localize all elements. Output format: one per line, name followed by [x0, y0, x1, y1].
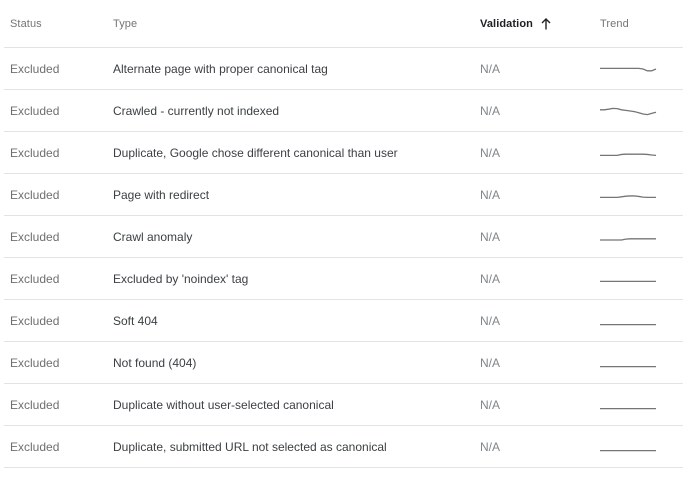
- status-cell: [10, 174, 110, 215]
- table-row[interactable]: [4, 384, 683, 426]
- trend-cell: [600, 216, 670, 257]
- validation-cell: [480, 90, 590, 131]
- status-cell-text: Excluded: [10, 271, 60, 286]
- validation-cell: [480, 384, 590, 425]
- coverage-table: [4, 0, 683, 468]
- trend-cell: [600, 48, 670, 89]
- type-cell-text: Soft 404: [113, 313, 158, 328]
- type-cell-text: Not found (404): [113, 355, 197, 370]
- column-header-validation[interactable]: [480, 0, 590, 47]
- trend-line: [600, 108, 656, 114]
- column-header-type[interactable]: [113, 0, 473, 47]
- type-cell: [113, 258, 473, 299]
- table-row[interactable]: [4, 300, 683, 342]
- validation-cell-text: N/A: [480, 271, 501, 286]
- validation-cell-text: N/A: [480, 103, 501, 118]
- trend-line: [600, 195, 656, 196]
- table-row[interactable]: [4, 174, 683, 216]
- type-cell-text: Excluded by 'noindex' tag: [113, 271, 249, 286]
- type-cell-text: Crawl anomaly: [113, 229, 193, 244]
- type-cell: [113, 90, 473, 131]
- status-cell-text: Excluded: [10, 355, 60, 370]
- trend-cell: [600, 426, 670, 467]
- type-cell: [113, 132, 473, 173]
- trend-sparkline: [600, 105, 656, 117]
- trend-sparkline: [600, 315, 656, 327]
- type-cell: [113, 426, 473, 467]
- status-cell: [10, 384, 110, 425]
- trend-line: [600, 238, 656, 239]
- validation-cell: [480, 174, 590, 215]
- type-cell: [113, 384, 473, 425]
- column-header-validation-label: Validation: [480, 17, 533, 30]
- status-cell: [10, 48, 110, 89]
- validation-cell-text: N/A: [480, 355, 501, 370]
- table-row[interactable]: [4, 426, 683, 468]
- validation-cell: [480, 132, 590, 173]
- type-cell: [113, 342, 473, 383]
- validation-cell: [480, 258, 590, 299]
- column-header-trend-label: Trend: [600, 17, 629, 30]
- table-header-row: [4, 0, 683, 48]
- status-cell-text: Excluded: [10, 229, 60, 244]
- table-row[interactable]: [4, 258, 683, 300]
- trend-cell: [600, 174, 670, 215]
- type-cell: [113, 48, 473, 89]
- trend-cell: [600, 342, 670, 383]
- status-cell-text: Excluded: [10, 397, 60, 412]
- status-cell-text: Excluded: [10, 187, 60, 202]
- trend-sparkline: [600, 231, 656, 243]
- table-row[interactable]: [4, 216, 683, 258]
- status-cell: [10, 426, 110, 467]
- column-header-status-label: Status: [10, 17, 42, 30]
- trend-cell: [600, 384, 670, 425]
- trend-line: [600, 68, 656, 70]
- trend-sparkline: [600, 399, 656, 411]
- column-header-status[interactable]: [10, 0, 110, 47]
- status-cell: [10, 300, 110, 341]
- status-cell-text: Excluded: [10, 103, 60, 118]
- validation-cell-text: N/A: [480, 439, 501, 454]
- trend-sparkline: [600, 147, 656, 159]
- table-row[interactable]: [4, 90, 683, 132]
- type-cell-text: Duplicate, Google chose different canonical than user: [113, 145, 398, 160]
- arrow-upward-icon[interactable]: [541, 18, 551, 30]
- validation-cell: [480, 216, 590, 257]
- type-cell-text: Alternate page with proper canonical tag: [113, 61, 328, 76]
- column-header-type-label: Type: [113, 17, 138, 30]
- validation-cell: [480, 48, 590, 89]
- status-cell: [10, 90, 110, 131]
- trend-cell: [600, 132, 670, 173]
- table-body: [4, 48, 683, 468]
- validation-cell-text: N/A: [480, 229, 501, 244]
- status-cell-text: Excluded: [10, 313, 60, 328]
- validation-cell-text: N/A: [480, 187, 501, 202]
- trend-sparkline: [600, 273, 656, 285]
- validation-cell-text: N/A: [480, 61, 501, 76]
- validation-cell-text: N/A: [480, 145, 501, 160]
- column-header-trend: [600, 0, 670, 47]
- validation-cell: [480, 342, 590, 383]
- trend-line: [600, 154, 656, 155]
- type-cell-text: Crawled - currently not indexed: [113, 103, 280, 118]
- trend-cell: [600, 300, 670, 341]
- trend-sparkline: [600, 189, 656, 201]
- table-row[interactable]: [4, 342, 683, 384]
- type-cell-text: Page with redirect: [113, 187, 210, 202]
- type-cell: [113, 216, 473, 257]
- trend-sparkline: [600, 441, 656, 453]
- validation-cell: [480, 426, 590, 467]
- status-cell: [10, 342, 110, 383]
- trend-sparkline: [600, 63, 656, 75]
- validation-cell-text: N/A: [480, 397, 501, 412]
- status-cell: [10, 216, 110, 257]
- validation-cell-text: N/A: [480, 313, 501, 328]
- type-cell: [113, 174, 473, 215]
- status-cell-text: Excluded: [10, 61, 60, 76]
- status-cell-text: Excluded: [10, 145, 60, 160]
- trend-cell: [600, 258, 670, 299]
- type-cell-text: Duplicate without user-selected canonical: [113, 397, 334, 412]
- type-cell-text: Duplicate, submitted URL not selected as canonical: [113, 439, 387, 454]
- status-cell: [10, 258, 110, 299]
- table-row[interactable]: [4, 48, 683, 90]
- status-cell: [10, 132, 110, 173]
- type-cell: [113, 300, 473, 341]
- trend-sparkline: [600, 357, 656, 369]
- table-row[interactable]: [4, 132, 683, 174]
- status-cell-text: Excluded: [10, 439, 60, 454]
- validation-cell: [480, 300, 590, 341]
- trend-cell: [600, 90, 670, 131]
